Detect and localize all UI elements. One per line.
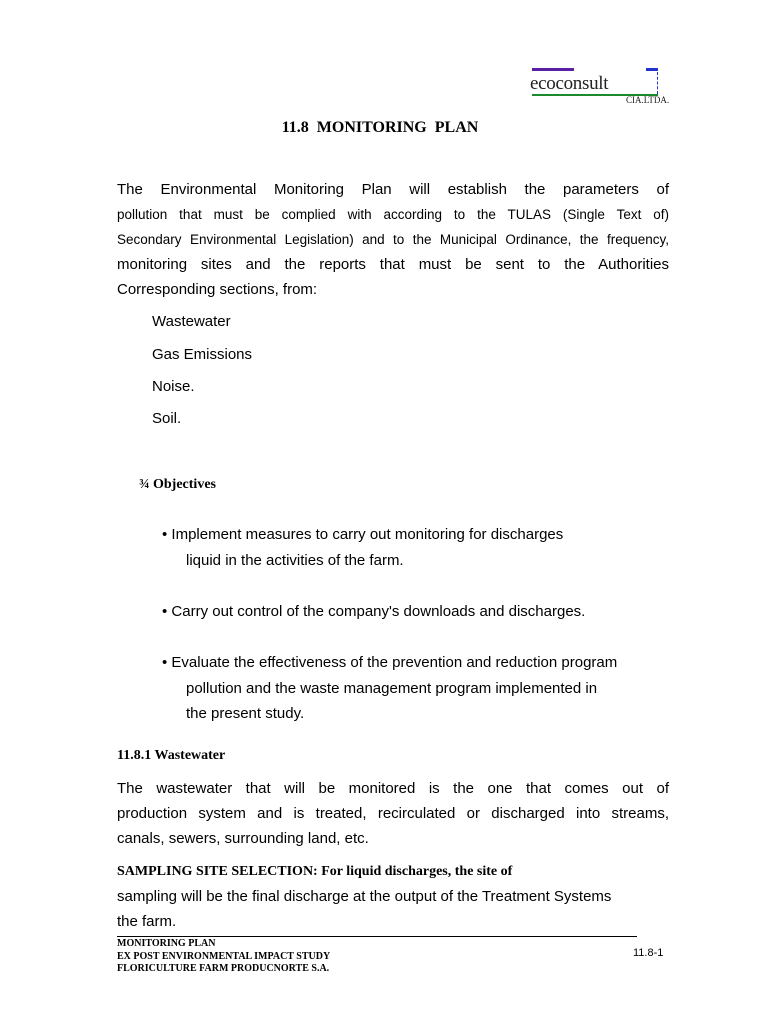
- intro-line: pollution that must be complied with according to the TULAS (Single Text of): [117, 207, 669, 222]
- page-number: 11.8-1: [633, 947, 664, 959]
- page-title: 11.8 MONITORING PLAN: [281, 119, 479, 136]
- paragraph-line: canals, sewers, surrounding land, etc.: [117, 830, 369, 847]
- intro-line: monitoring sites and the reports that must be sent to the Authorities: [117, 256, 669, 273]
- logo-dashed-edge: [657, 72, 658, 94]
- sampling-heading: SAMPLING SITE SELECTION: For liquid discharges, the site of: [117, 864, 513, 879]
- logo-accent-bar-right: [646, 68, 658, 71]
- paragraph-line: production system and is treated, recirculated or discharged into streams,: [117, 805, 669, 822]
- section-heading: 11.8.1 Wastewater: [117, 748, 226, 763]
- footer-divider: [117, 936, 637, 937]
- footer-document-info: MONITORING PLAN EX POST ENVIRONMENTAL IMPACT STUDY FLORICULTURE FARM PRODUCNORTE S.A.: [117, 938, 331, 974]
- wastewater-paragraph: [117, 776, 669, 851]
- company-logo: ecoconsult: [530, 73, 609, 94]
- paragraph-line: The wastewater that will be monitored is the one that comes out of: [117, 780, 669, 797]
- paragraph-line: sampling will be the final discharge at the output of the Treatment Systems: [117, 888, 612, 905]
- list-item: Gas Emissions: [152, 346, 253, 363]
- intro-paragraph: [117, 177, 669, 302]
- intro-line: The Environmental Monitoring Plan will establish the parameters of: [117, 181, 669, 198]
- objective-item: • Implement measures to carry out monitoring for discharges liquid in the activities of the farm.: [162, 526, 564, 569]
- list-item: Soil.: [152, 410, 182, 427]
- logo-accent-bar: [532, 68, 574, 71]
- objective-item: • Evaluate the effectiveness of the prevention and reduction program pollution and the waste management program implemented in the present study.: [162, 654, 618, 722]
- list-item: Noise.: [152, 378, 195, 395]
- intro-line: Secondary Environmental Legislation) and to the Municipal Ordinance, the frequency,: [117, 232, 669, 247]
- list-item: Wastewater: [152, 313, 231, 330]
- objective-item: • Carry out control of the company's downloads and discharges.: [162, 603, 586, 620]
- objectives-heading: ¾ Objectives: [139, 477, 216, 492]
- intro-line: Corresponding sections, from:: [117, 281, 318, 298]
- sampling-paragraph: [117, 884, 669, 934]
- paragraph-line: the farm.: [117, 913, 177, 930]
- logo-subtitle: CIA.LTDA.: [626, 95, 670, 105]
